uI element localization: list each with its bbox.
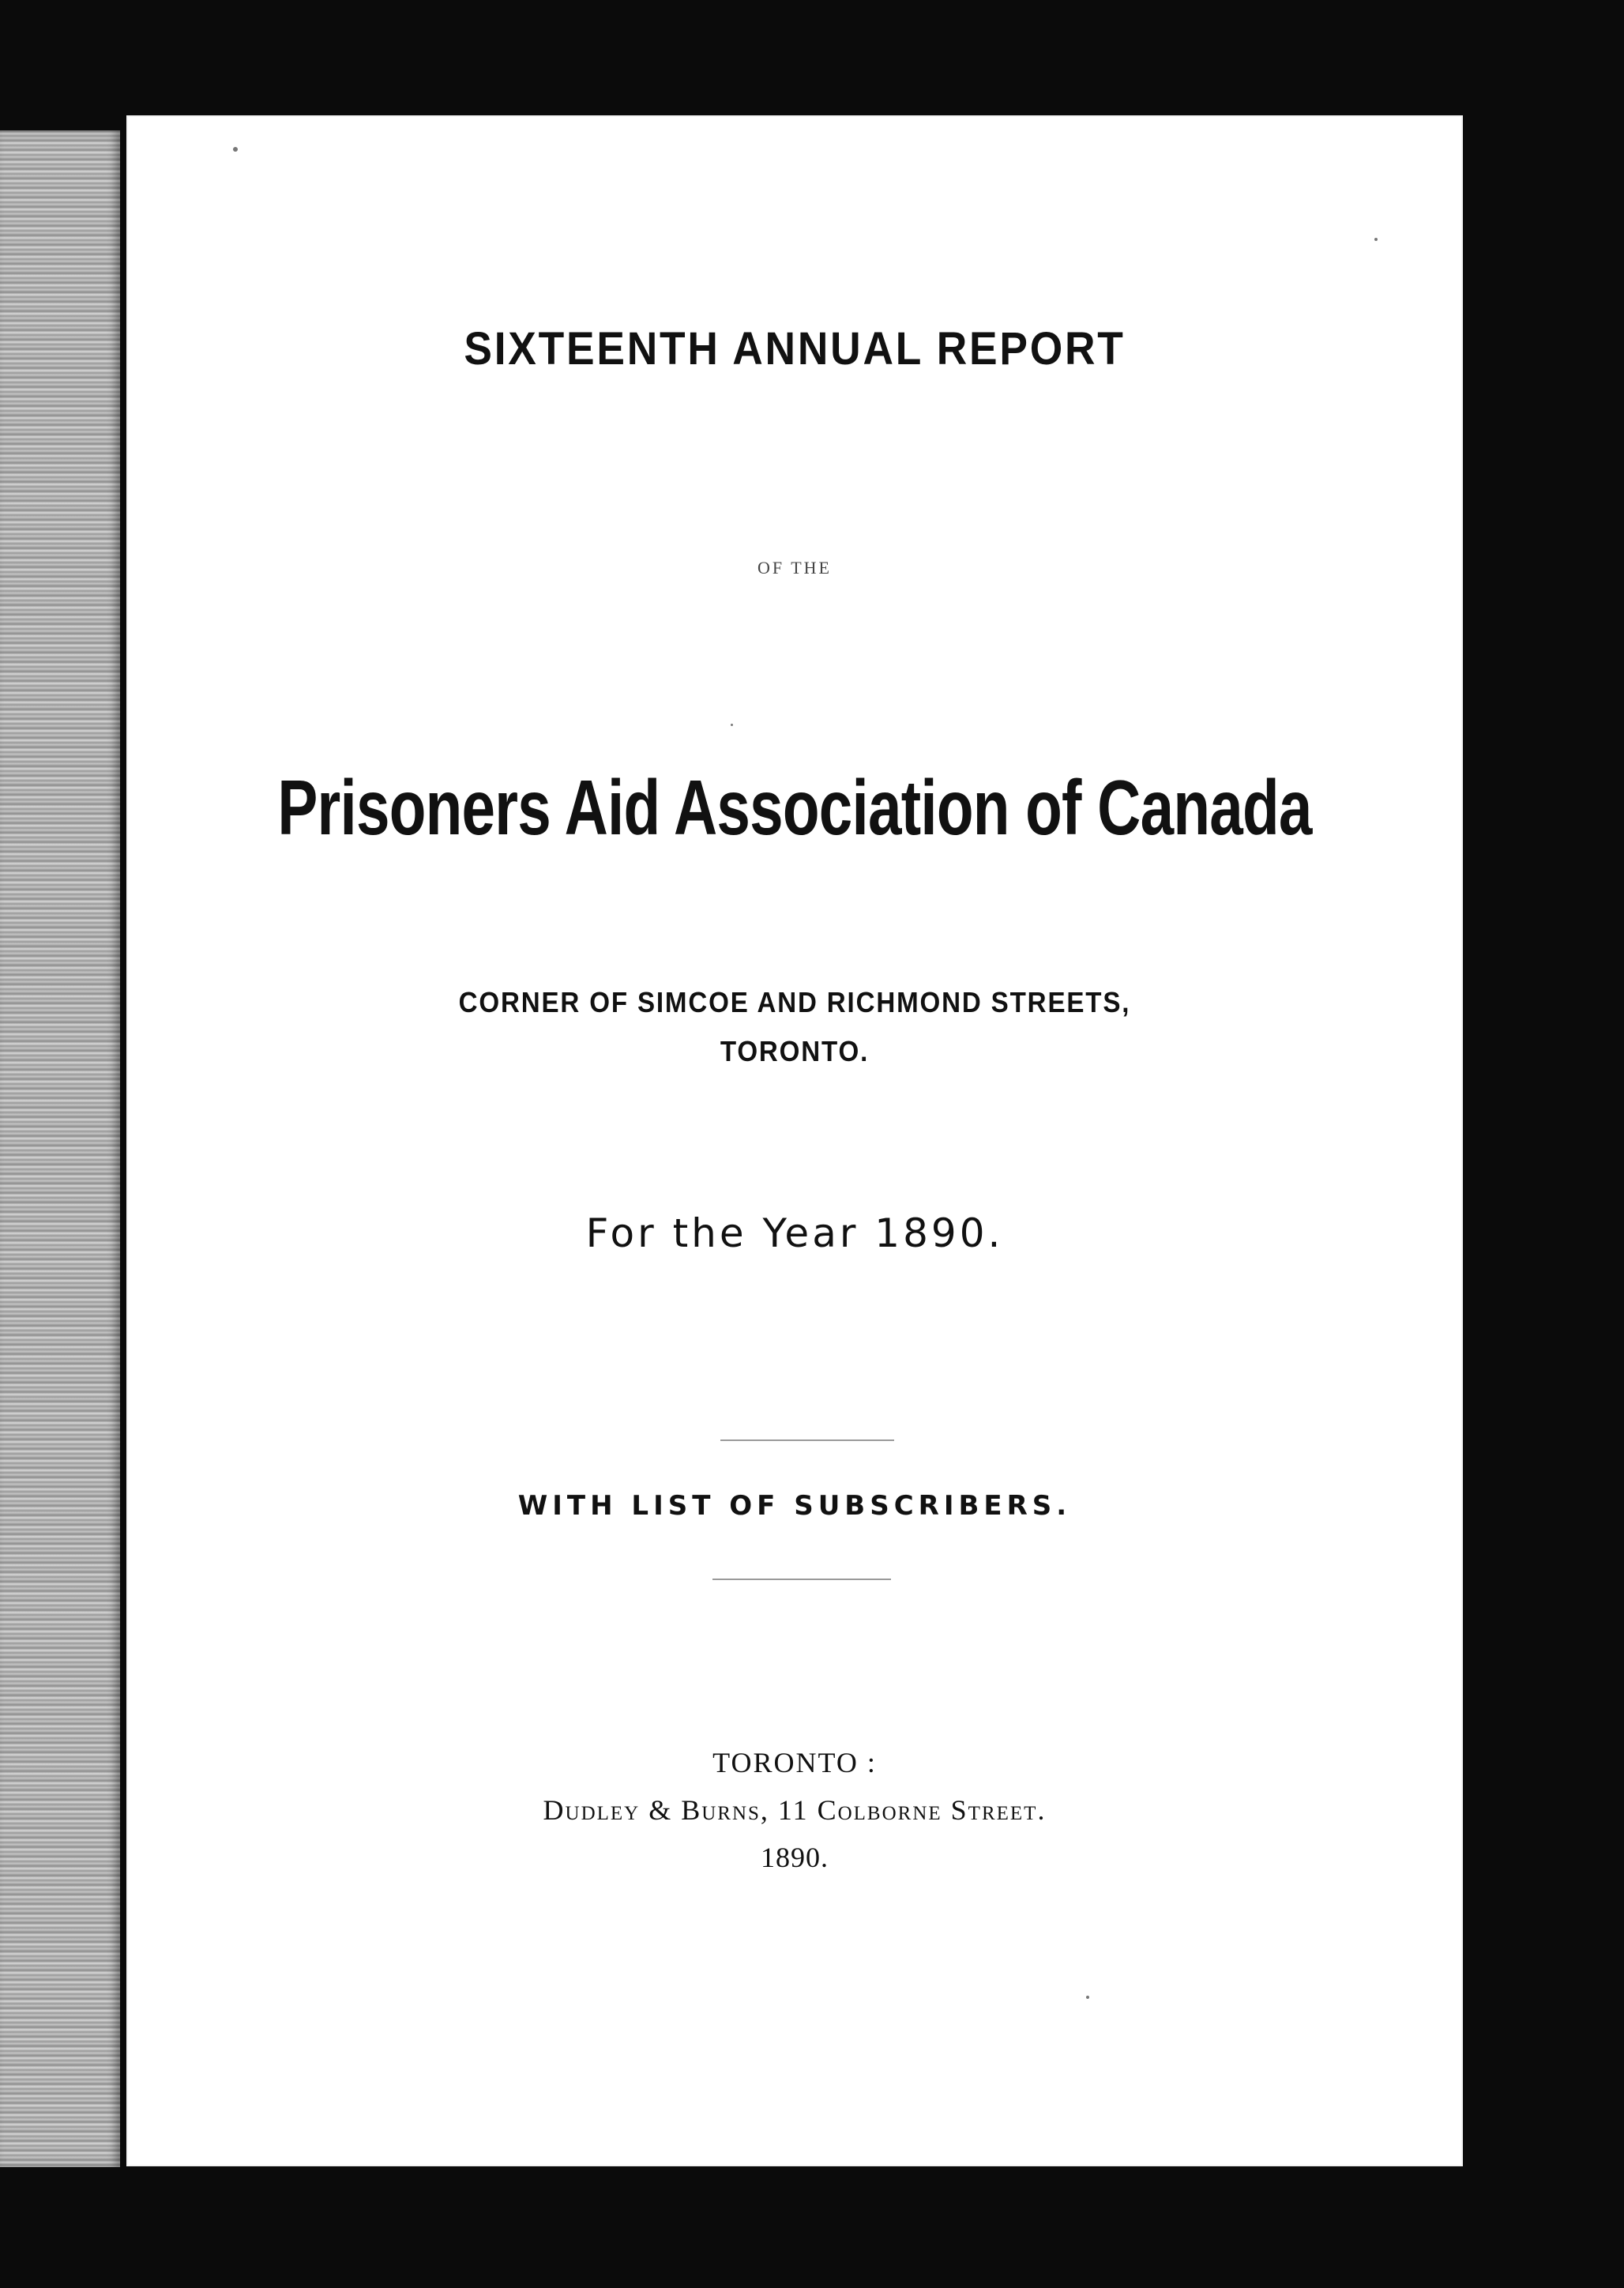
imprint-city: TORONTO :: [712, 1747, 877, 1778]
organization-name: Prisoners Aid Association of Canada: [277, 764, 1312, 851]
paper-speck: [233, 147, 238, 152]
paper-speck: [1374, 238, 1378, 241]
paper-speck: [731, 724, 733, 726]
divider-top: [720, 1439, 894, 1441]
year-line: For the Year 1890.: [585, 1210, 1004, 1256]
divider-bottom: [712, 1579, 891, 1580]
subscribers-line: WITH LIST OF SUBSCRIBERS.: [517, 1490, 1072, 1522]
paper-speck: [1086, 1996, 1089, 1999]
address-line-2: TORONTO.: [720, 1035, 870, 1067]
imprint-year: 1890.: [761, 1842, 829, 1873]
address-line-1: CORNER OF SIMCOE AND RICHMOND STREETS,: [458, 986, 1131, 1018]
title-page: [126, 115, 1463, 2166]
imprint-publisher: Dudley & Burns, 11 Colborne Street.: [543, 1794, 1047, 1826]
of-the-connector: OF THE: [757, 558, 832, 578]
report-title: SIXTEENTH ANNUAL REPORT: [464, 323, 1126, 374]
book-spine-edge: [0, 130, 120, 2167]
